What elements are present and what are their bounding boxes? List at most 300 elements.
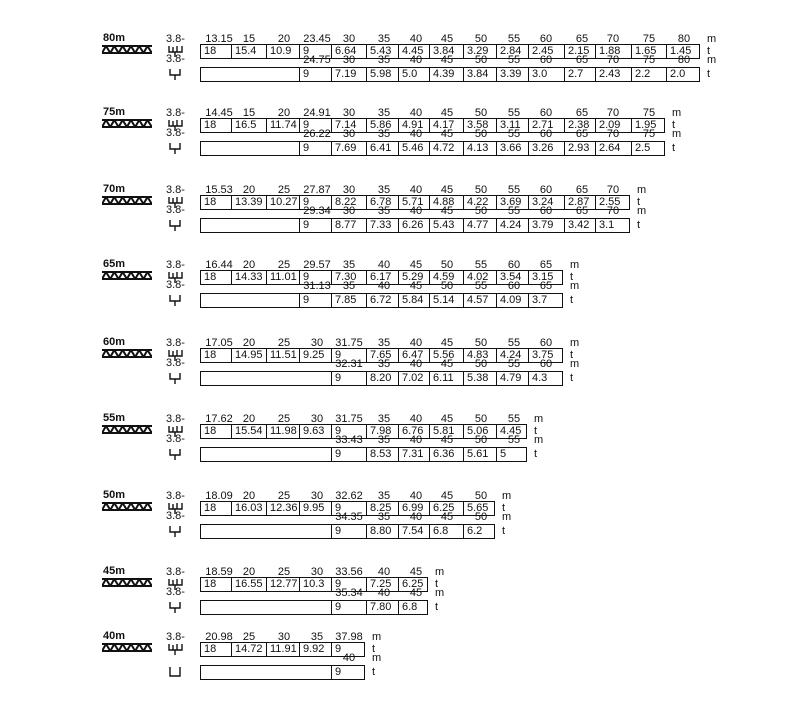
load-cell: 10.27 — [266, 196, 299, 209]
radius-header: 50 — [474, 358, 488, 370]
radius-header: 35 — [377, 128, 391, 140]
load-cell: 3.26 — [528, 142, 564, 155]
radius-header: 25 — [277, 413, 291, 425]
jib-section — [0, 489, 800, 559]
load-cell: 18 — [204, 349, 217, 361]
load-cell: 6.64 — [331, 45, 366, 58]
radius-header: 45 — [440, 490, 454, 502]
radius-unit: m — [672, 107, 682, 119]
load-cell: 14.95 — [231, 349, 266, 362]
load-cell: 11.74 — [266, 119, 299, 132]
load-cell: 10.3 — [299, 578, 331, 591]
lattice-jib-icon — [102, 271, 152, 280]
jib-length-label: 40m — [103, 630, 126, 642]
radius-header: 35 — [377, 33, 391, 45]
radius-header: 50 — [474, 184, 488, 196]
load-cell: 6.47 — [398, 349, 429, 362]
load-cell: 3.24 — [528, 196, 564, 209]
load-cell: 13.39 — [231, 196, 266, 209]
load-unit: t — [570, 372, 574, 384]
radius-header: 45 — [440, 184, 454, 196]
lattice-jib-icon — [102, 349, 152, 358]
load-cell: 7.30 — [331, 271, 366, 284]
radius-header: 14.45 — [205, 107, 233, 119]
radius-header: 60 — [539, 128, 553, 140]
radius-header: 45 — [440, 413, 454, 425]
load-cell: 9.25 — [299, 349, 331, 362]
radius-unit: m — [502, 490, 512, 502]
radius-header: 50 — [440, 280, 454, 292]
radius-header: 30 — [310, 413, 324, 425]
load-cell: 16.5 — [231, 119, 266, 132]
load-cell: 9 — [299, 219, 331, 232]
load-cell: 7.85 — [331, 294, 366, 307]
radius-header: 34.35 — [335, 511, 363, 523]
radius-header: 24.91 — [303, 107, 331, 119]
load-cell: 12.77 — [266, 578, 299, 591]
load-cell: 7.19 — [331, 68, 366, 81]
load-row — [200, 141, 665, 156]
radius-header: 45 — [409, 587, 423, 599]
load-cell: 6.36 — [429, 448, 463, 461]
load-cell: 9 — [331, 525, 366, 538]
radius-header: 35 — [342, 280, 356, 292]
radius-header: 50 — [474, 128, 488, 140]
radius-header: 70 — [606, 205, 620, 217]
load-cell: 9.95 — [299, 502, 331, 515]
load-row — [200, 524, 495, 539]
radius-header: 55 — [507, 413, 521, 425]
radius-header: 40 — [409, 337, 423, 349]
radius-header: 33.56 — [335, 566, 363, 578]
radius-header: 15 — [242, 107, 256, 119]
load-cell: 4.59 — [429, 271, 463, 284]
radius-header: 65 — [575, 33, 589, 45]
reeving-label: 3.8- — [166, 433, 185, 445]
load-cell: 18 — [204, 502, 217, 514]
radius-header: 60 — [507, 259, 521, 271]
load-cell: 8.22 — [331, 196, 366, 209]
radius-header: 31.13 — [303, 280, 331, 292]
load-unit: t — [534, 448, 538, 460]
load-cell: 3.29 — [463, 45, 496, 58]
jib-section — [0, 565, 800, 635]
load-cell: 11.51 — [266, 349, 299, 362]
radius-header: 50 — [474, 33, 488, 45]
lattice-jib-icon — [102, 425, 152, 434]
radius-header: 60 — [507, 280, 521, 292]
load-cell: 9.63 — [299, 425, 331, 438]
hook-block-icon — [168, 68, 184, 81]
load-cell: 2.09 — [595, 119, 631, 132]
load-cell: 11.98 — [266, 425, 299, 438]
radius-header: 40 — [377, 280, 391, 292]
radius-header: 75 — [642, 33, 656, 45]
load-cell: 3.7 — [528, 294, 564, 307]
radius-unit: m — [570, 259, 580, 271]
load-cell: 3.11 — [496, 119, 528, 132]
load-cell: 3.84 — [429, 45, 463, 58]
radius-header: 17.62 — [205, 413, 233, 425]
load-cell: 2.84 — [496, 45, 528, 58]
load-unit: t — [570, 349, 574, 361]
load-cell: 9.92 — [299, 643, 331, 656]
radius-header: 50 — [474, 434, 488, 446]
load-cell: 11.01 — [266, 271, 299, 284]
jib-section — [0, 183, 800, 253]
radius-header: 18.09 — [205, 490, 233, 502]
radius-header: 40 — [409, 184, 423, 196]
radius-header: 40 — [409, 434, 423, 446]
load-cell: 6.8 — [398, 601, 429, 614]
load-cell: 7.65 — [366, 349, 398, 362]
load-cell: 4.13 — [463, 142, 496, 155]
radius-unit: m — [435, 566, 445, 578]
radius-header: 30 — [342, 205, 356, 217]
load-cell: 6.11 — [429, 372, 463, 385]
load-cell: 9 — [331, 578, 366, 591]
load-row — [200, 293, 563, 308]
radius-header: 40 — [409, 413, 423, 425]
reeving-label: 3.8- — [166, 586, 185, 598]
load-cell: 6.25 — [398, 578, 429, 591]
load-cell: 2.43 — [595, 68, 631, 81]
radius-header: 40 — [342, 652, 356, 664]
load-unit: t — [672, 142, 676, 154]
radius-header: 16.44 — [205, 259, 233, 271]
load-unit: t — [707, 68, 711, 80]
load-cell: 5.06 — [463, 425, 496, 438]
radius-header: 70 — [606, 128, 620, 140]
radius-header: 20 — [242, 337, 256, 349]
reeving-label: 3.8- — [166, 33, 185, 45]
jib-section — [0, 336, 800, 406]
load-unit: t — [637, 219, 641, 231]
radius-header: 35 — [377, 205, 391, 217]
load-unit: t — [372, 666, 376, 678]
radius-header: 40 — [377, 566, 391, 578]
load-unit: t — [502, 525, 506, 537]
radius-unit: m — [672, 128, 682, 140]
load-cell: 18 — [204, 196, 217, 208]
load-cell: 3.54 — [496, 271, 528, 284]
radius-header: 60 — [539, 205, 553, 217]
load-cell: 3.66 — [496, 142, 528, 155]
radius-header: 45 — [440, 54, 454, 66]
radius-header: 18.59 — [205, 566, 233, 578]
load-cell: 4.3 — [528, 372, 564, 385]
load-cell: 9 — [299, 142, 331, 155]
load-cell: 18 — [204, 643, 217, 655]
load-cell: 6.99 — [398, 502, 429, 515]
reeving-label: 3.8- — [166, 127, 185, 139]
load-cell: 7.80 — [366, 601, 398, 614]
radius-header: 70 — [606, 54, 620, 66]
radius-header: 80 — [677, 33, 691, 45]
radius-header: 55 — [507, 33, 521, 45]
radius-header: 35 — [377, 54, 391, 66]
load-cell: 5.81 — [429, 425, 463, 438]
radius-header: 45 — [409, 280, 423, 292]
radius-header: 45 — [440, 205, 454, 217]
load-unit: t — [707, 45, 711, 57]
radius-unit: m — [570, 358, 580, 370]
lattice-jib-icon — [102, 196, 152, 205]
load-cell: 2.38 — [564, 119, 595, 132]
radius-header: 35 — [377, 184, 391, 196]
load-cell: 6.25 — [429, 502, 463, 515]
reeving-label: 3.8- — [166, 357, 185, 369]
radius-header: 55 — [507, 434, 521, 446]
radius-header: 55 — [507, 358, 521, 370]
load-cell: 4.39 — [429, 68, 463, 81]
load-cell: 18 — [204, 45, 217, 57]
radius-header: 24.75 — [303, 54, 331, 66]
radius-header: 55 — [474, 280, 488, 292]
load-cell: 8.25 — [366, 502, 398, 515]
hook-block-icon — [168, 372, 184, 385]
radius-header: 30 — [277, 631, 291, 643]
reeving-label: 3.8- — [166, 107, 185, 119]
radius-header: 45 — [440, 107, 454, 119]
radius-header: 37.98 — [335, 631, 363, 643]
radius-header: 26.22 — [303, 128, 331, 140]
hook-block-icon — [168, 525, 184, 538]
radius-header: 40 — [409, 107, 423, 119]
load-cell: 7.25 — [366, 578, 398, 591]
hook-block-icon — [168, 601, 184, 614]
load-row — [200, 67, 700, 82]
load-cell: 18 — [204, 578, 217, 590]
load-cell: 18 — [204, 425, 217, 437]
load-cell: 6.26 — [398, 219, 429, 232]
load-cell: 6.17 — [366, 271, 398, 284]
radius-header: 25 — [277, 184, 291, 196]
load-cell: 9 — [331, 425, 366, 438]
load-cell: 8.77 — [331, 219, 366, 232]
radius-header: 65 — [575, 107, 589, 119]
load-cell: 4.24 — [496, 349, 528, 362]
radius-header: 50 — [474, 511, 488, 523]
radius-header: 30 — [310, 566, 324, 578]
load-cell: 4.72 — [429, 142, 463, 155]
radius-header: 65 — [575, 184, 589, 196]
radius-header: 25 — [242, 631, 256, 643]
load-cell: 5.29 — [398, 271, 429, 284]
load-cell: 15.4 — [231, 45, 266, 58]
radius-unit: m — [570, 337, 580, 349]
load-cell: 3.69 — [496, 196, 528, 209]
load-cell: 2.93 — [564, 142, 595, 155]
jib-length-label: 70m — [103, 183, 126, 195]
radius-header: 20 — [242, 259, 256, 271]
load-cell: 18 — [204, 271, 217, 283]
load-cell: 3.39 — [496, 68, 528, 81]
radius-header: 25 — [277, 259, 291, 271]
radius-header: 33.43 — [335, 434, 363, 446]
radius-header: 50 — [474, 413, 488, 425]
lattice-jib-icon — [102, 119, 152, 128]
radius-header: 20 — [277, 107, 291, 119]
load-cell: 3.58 — [463, 119, 496, 132]
radius-header: 45 — [440, 128, 454, 140]
radius-header: 30 — [342, 33, 356, 45]
radius-header: 20 — [242, 490, 256, 502]
lattice-jib-icon — [102, 578, 152, 587]
load-cell: 5.84 — [398, 294, 429, 307]
radius-header: 35 — [377, 490, 391, 502]
load-cell: 4.17 — [429, 119, 463, 132]
load-cell: 16.03 — [231, 502, 266, 515]
reeving-label: 3.8- — [166, 259, 185, 271]
hook-block-icon — [168, 666, 184, 679]
reeving-label: 3.8- — [166, 566, 185, 578]
load-cell: 2.71 — [528, 119, 564, 132]
radius-unit: m — [372, 631, 382, 643]
radius-header: 17.05 — [205, 337, 233, 349]
load-cell: 3.15 — [528, 271, 564, 284]
radius-header: 27.87 — [303, 184, 331, 196]
radius-header: 60 — [539, 184, 553, 196]
load-unit: t — [372, 643, 376, 655]
load-cell: 9 — [331, 643, 366, 656]
load-row — [200, 218, 630, 233]
radius-header: 55 — [507, 54, 521, 66]
radius-header: 20 — [242, 413, 256, 425]
load-cell: 3.84 — [463, 68, 496, 81]
radius-header: 35 — [377, 358, 391, 370]
radius-header: 40 — [409, 54, 423, 66]
radius-header: 31.75 — [335, 337, 363, 349]
radius-header: 80 — [677, 54, 691, 66]
radius-header: 55 — [507, 337, 521, 349]
load-cell: 9 — [299, 196, 331, 209]
radius-header: 50 — [440, 259, 454, 271]
load-cell: 5.86 — [366, 119, 398, 132]
radius-header: 23.45 — [303, 33, 331, 45]
reeving-label: 3.8- — [166, 53, 185, 65]
load-cell: 9 — [331, 448, 366, 461]
radius-header: 55 — [507, 128, 521, 140]
radius-header: 40 — [409, 358, 423, 370]
radius-header: 55 — [474, 259, 488, 271]
reeving-label: 3.8- — [166, 279, 185, 291]
radius-unit: m — [707, 54, 717, 66]
load-cell: 5.43 — [366, 45, 398, 58]
radius-header: 55 — [507, 184, 521, 196]
radius-header: 30 — [342, 107, 356, 119]
load-cell: 9 — [299, 45, 331, 58]
radius-header: 45 — [440, 434, 454, 446]
radius-unit: m — [707, 33, 717, 45]
hook-block-icon — [168, 219, 184, 232]
radius-header: 30 — [310, 490, 324, 502]
load-unit: t — [570, 294, 574, 306]
load-unit: t — [534, 425, 538, 437]
load-cell: 9 — [299, 271, 331, 284]
radius-header: 60 — [539, 107, 553, 119]
reeving-label: 3.8- — [166, 510, 185, 522]
radius-header: 30 — [342, 54, 356, 66]
load-cell: 9 — [331, 372, 366, 385]
load-cell: 4.91 — [398, 119, 429, 132]
reeving-label: 3.8- — [166, 184, 185, 196]
radius-header: 70 — [606, 107, 620, 119]
load-cell: 7.33 — [366, 219, 398, 232]
load-cell: 8.80 — [366, 525, 398, 538]
load-cell: 12.36 — [266, 502, 299, 515]
jib-length-label: 55m — [103, 412, 126, 424]
radius-header: 29.34 — [303, 205, 331, 217]
load-cell: 15.54 — [231, 425, 266, 438]
lattice-jib-icon — [102, 502, 152, 511]
load-cell: 2.45 — [528, 45, 564, 58]
radius-header: 40 — [409, 490, 423, 502]
radius-header: 40 — [409, 128, 423, 140]
radius-header: 60 — [539, 358, 553, 370]
jib-length-label: 50m — [103, 489, 126, 501]
load-cell: 4.45 — [496, 425, 528, 438]
load-cell: 3.0 — [528, 68, 564, 81]
radius-header: 70 — [606, 184, 620, 196]
jib-length-label: 65m — [103, 258, 126, 270]
load-cell: 2.7 — [564, 68, 595, 81]
load-cell: 3.75 — [528, 349, 564, 362]
radius-header: 50 — [474, 337, 488, 349]
load-cell: 9 — [299, 68, 331, 81]
load-cell: 9 — [331, 601, 366, 614]
jib-section — [0, 412, 800, 482]
radius-unit: m — [637, 184, 647, 196]
load-unit: t — [570, 271, 574, 283]
load-cell: 5.43 — [429, 219, 463, 232]
radius-header: 45 — [409, 259, 423, 271]
load-cell: 8.53 — [366, 448, 398, 461]
load-row — [200, 665, 365, 680]
jib-length-label: 45m — [103, 565, 126, 577]
load-cell: 11.91 — [266, 643, 299, 656]
radius-header: 40 — [409, 205, 423, 217]
radius-header: 13.15 — [205, 33, 233, 45]
reeving-label: 3.8- — [166, 490, 185, 502]
radius-header: 40 — [377, 259, 391, 271]
load-cell: 3.1 — [595, 219, 631, 232]
load-cell: 5.98 — [366, 68, 398, 81]
radius-header: 45 — [440, 33, 454, 45]
hook-block-icon — [168, 142, 184, 155]
radius-header: 35 — [377, 337, 391, 349]
radius-unit: m — [435, 587, 445, 599]
load-cell: 14.33 — [231, 271, 266, 284]
load-cell: 1.45 — [666, 45, 701, 58]
radius-header: 60 — [539, 54, 553, 66]
load-cell: 7.31 — [398, 448, 429, 461]
radius-unit: m — [534, 434, 544, 446]
load-cell: 4.79 — [496, 372, 528, 385]
jib-section — [0, 106, 800, 176]
load-cell: 4.24 — [496, 219, 528, 232]
load-cell: 5 — [496, 448, 528, 461]
radius-header: 45 — [440, 511, 454, 523]
load-cell: 5.56 — [429, 349, 463, 362]
load-unit: t — [502, 502, 506, 514]
radius-header: 35 — [310, 631, 324, 643]
jib-section — [0, 32, 800, 102]
load-cell: 9 — [299, 294, 331, 307]
load-cell: 9 — [299, 119, 331, 132]
load-unit: t — [435, 601, 439, 613]
load-cell: 4.83 — [463, 349, 496, 362]
